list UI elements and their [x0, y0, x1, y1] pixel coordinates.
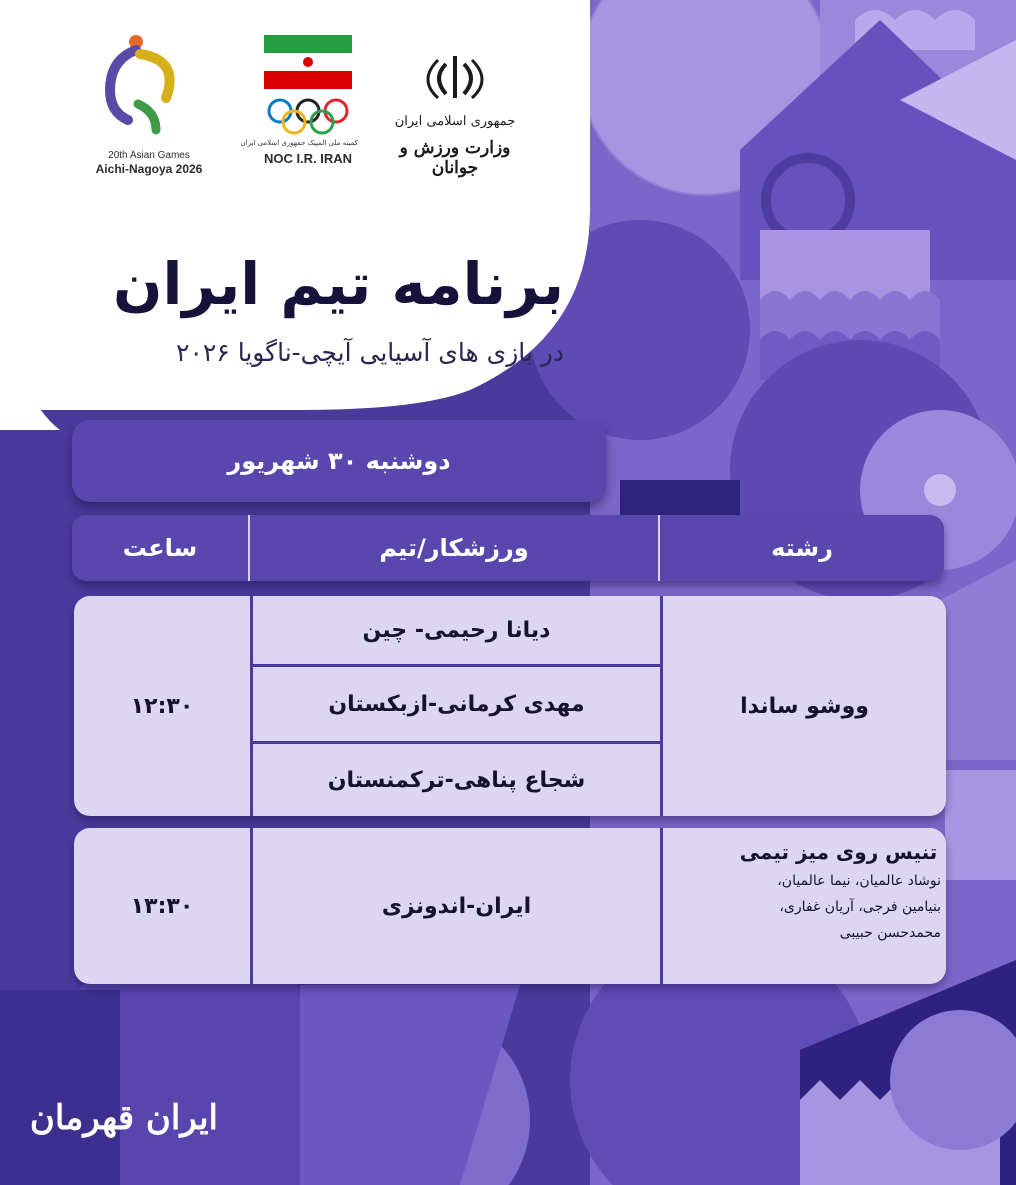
watermark-logo: ایران قهرمان [29, 1098, 218, 1138]
column-sport: رشته [771, 534, 833, 562]
ministry-line1: جمهوری اسلامی ایران [394, 114, 516, 129]
olympic-rings-icon [258, 97, 358, 137]
sport-name: تنیس روی میز تیمی [739, 840, 938, 864]
player-line: بنیامین فرجی، آریان غفاری، [779, 899, 941, 915]
noc-script: کمیته ملی المپیک جمهوری اسلامی ایران [240, 139, 358, 147]
event-time: ۱۳:۳۰ [130, 893, 194, 919]
event-time: ۱۲:۳۰ [130, 693, 194, 719]
column-time: ساعت [122, 534, 198, 562]
sport-cell [736, 840, 941, 946]
asian-games-line2: Aichi-Nagoya 2026 [95, 162, 203, 176]
ministry-line2: وزارت ورزش و جوانان [399, 138, 511, 178]
column-divider [660, 828, 663, 984]
ministry-logo [390, 50, 520, 178]
iran-emblem-icon [390, 50, 520, 108]
schedule-group-wushu [74, 596, 946, 816]
header-divider [658, 515, 660, 581]
header-divider [248, 515, 250, 581]
player-line: محمدحسن حبیبی [839, 925, 941, 941]
table-header [72, 515, 944, 581]
day-label: دوشنبه ۳۰ شهریور [72, 420, 606, 502]
asian-games-logo [78, 28, 218, 178]
schedule-group-table-tennis [74, 828, 946, 984]
page-title: برنامه تیم ایران [113, 250, 564, 318]
asian-games-logo-icon [78, 28, 218, 138]
athlete-entry: دیانا رحیمی- چین [362, 617, 551, 643]
player-line: نوشاد عالمیان، نیما عالمیان، [777, 873, 941, 889]
athlete-entry: شجاع پناهی-ترکمنستان [327, 767, 586, 793]
noc-logo [240, 33, 358, 173]
asian-games-line1: 20th Asian Games [108, 150, 190, 161]
column-athlete: ورزشکار/تیم [379, 534, 529, 562]
iran-flag-icon [258, 33, 358, 93]
athlete-entry: مهدی کرمانی-ازبکستان [328, 691, 585, 717]
athlete-entry: ایران-اندونزی [381, 893, 532, 919]
page-subtitle: در بازی های آسیایی آیچی-ناگویا ۲۰۲۶ [176, 338, 564, 367]
sport-name: ووشو ساندا [740, 693, 869, 719]
noc-text: NOC I.R. IRAN [263, 151, 353, 166]
